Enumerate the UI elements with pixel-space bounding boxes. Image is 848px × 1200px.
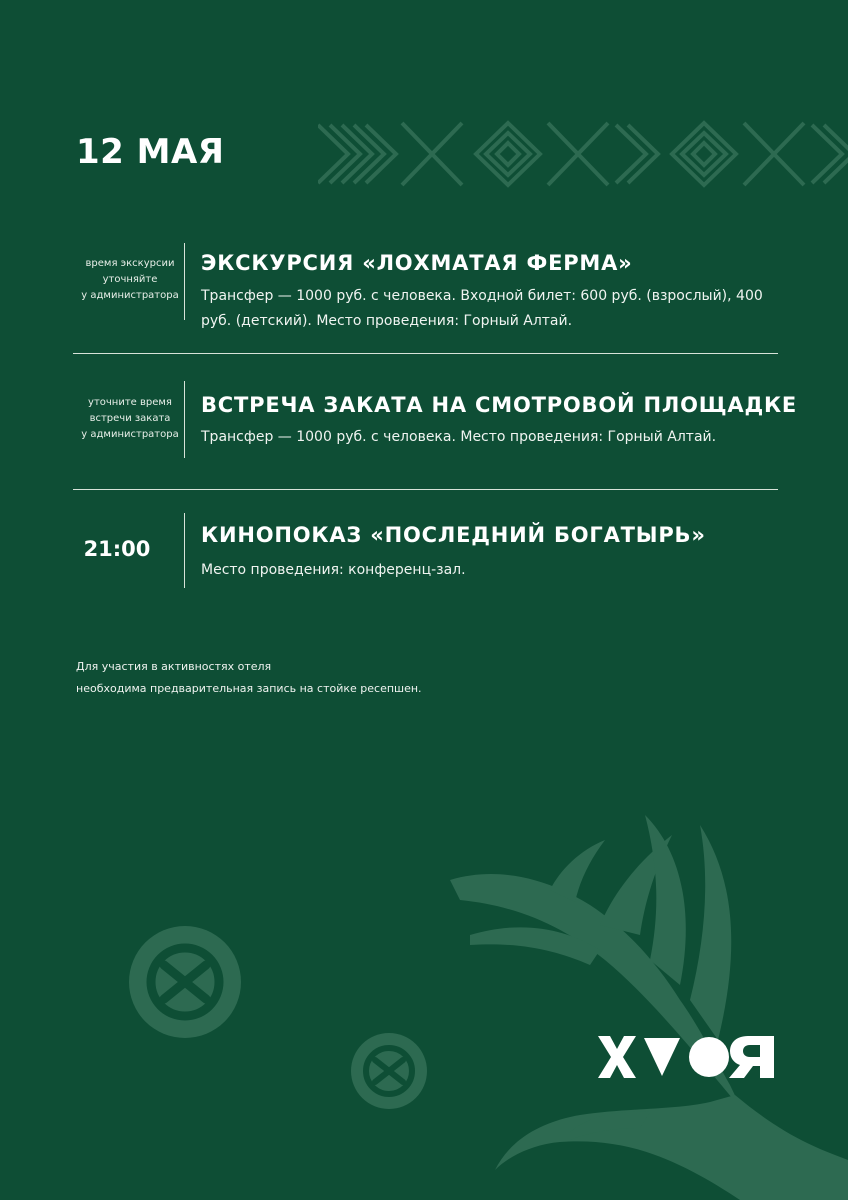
section-divider xyxy=(73,353,778,354)
side-line: уточняйте xyxy=(102,274,158,285)
footer-note xyxy=(76,656,576,700)
event-sunset xyxy=(76,381,798,461)
vertical-divider xyxy=(184,381,185,458)
event-movie xyxy=(76,513,778,593)
event-title: ЭКСКУРСИЯ «ЛОХМАТАЯ ФЕРМА» xyxy=(201,251,633,275)
footer-note-line: необходима предварительная запись на стойке ресепшен. xyxy=(76,682,422,695)
event-side-note xyxy=(76,256,184,304)
side-line: встречи заката xyxy=(89,413,171,424)
event-description: Трансфер — 1000 руб. с человека. Место проведения: Горный Алтай. xyxy=(201,429,717,445)
side-line: время экскурсии xyxy=(85,258,175,269)
page-title: 12 МАЯ xyxy=(76,132,225,172)
wheel-symbol-icon xyxy=(128,925,243,1040)
event-side-note xyxy=(76,395,184,443)
event-excursion xyxy=(76,243,778,329)
event-description: Трансфер — 1000 руб. с человека. Входной билет: 600 руб. (взрослый), 400 руб. (детский). Место проведения: Горный Алтай. xyxy=(201,288,763,329)
ornament-band-icon xyxy=(318,119,848,189)
side-line: у администратора xyxy=(81,290,179,301)
event-description: Место проведения: конференц-зал. xyxy=(201,562,466,578)
event-title: КИНОПОКАЗ «ПОСЛЕДНИЙ БОГАТЫРЬ» xyxy=(201,523,706,547)
section-divider xyxy=(73,489,778,490)
brand-logo xyxy=(598,1036,774,1078)
side-line: у администратора xyxy=(81,429,179,440)
side-line: уточните время xyxy=(88,397,172,408)
vertical-divider xyxy=(184,243,185,320)
event-time: 21:00 xyxy=(83,537,151,561)
deer-silhouette-icon xyxy=(440,810,848,1200)
footer-note-line: Для участия в активностях отеля xyxy=(76,660,272,673)
wheel-symbol-icon xyxy=(350,1032,428,1110)
event-title: ВСТРЕЧА ЗАКАТА НА СМОТРОВОЙ ПЛОЩАДКЕ xyxy=(201,393,798,417)
vertical-divider xyxy=(184,513,185,588)
